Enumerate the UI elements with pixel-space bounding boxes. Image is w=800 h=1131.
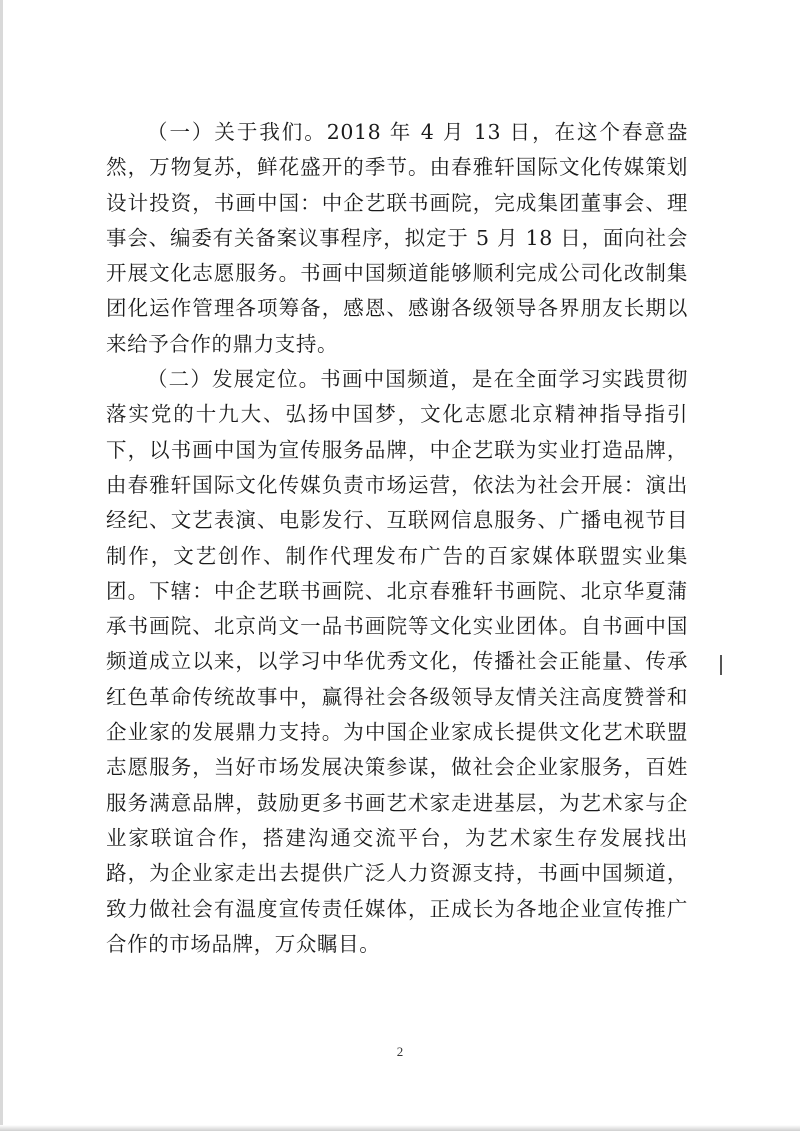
page-bottom-edge: [0, 1125, 800, 1131]
paragraph-about-us: （一）关于我们。2018 年 4 月 13 日，在这个春意盎然，万物复苏，鲜花盛开的季节。由春雅轩国际文化传媒策划设计投资，书画中国：中企艺联书画院，完成集团董事会、理事会、编委有关备案议事程序，拟定于 5 月 18 日，面向社会开展文化志愿服务。书画中国频道能够顺利完成公司化改制集团化运作管理各项筹备，感恩、感谢各级领导各界朋友长期以来给予合作的鼎力支持。: [106, 120, 688, 356]
paragraph-development-positioning: （二）发展定位。书画中国频道，是在全面学习实践贯彻落实党的十九大、弘扬中国梦，文化志愿北京精神指导指引下，以书画中国为宣传服务品牌，中企艺联为实业打造品牌，由春雅轩国际文化传媒负责市场运营，依法为社会开展：演出经纪、文艺表演、电影发行、互联网信息服务、广播电视节目制作，文艺创作、制作代理发布广告的百家媒体联盟实业集团。下辖：中企艺联书画院、北京春雅轩书画院、北京华夏蒲承书画院、北京尚文一品书画院等文化实业团体。自书画中国频道成立以来，以学习中华优秀文化，传播社会正能量、传承红色革命传统故事中，赢得社会各级领导友情关注高度赞誉和企业家的发展鼎力支持。为中国企业家成长提供文化艺术联盟志愿服务，当好市场发展决策参谋，做社会企业家服务，百姓服务满意品牌，鼓励更多书画艺术家走进基层，为艺术家与企业家联谊合作，搭建沟通交流平台，为艺术家生存发展找出路，为企业家走出去提供广泛人力资源支持，书画中国频道，致力做社会有温度宣传责任媒体，正成长为各地企业宣传推广合作的市场品牌，万众瞩目。: [106, 367, 688, 956]
body-text: [106, 115, 688, 962]
page-left-edge: [0, 0, 3, 1131]
page-number: 2: [396, 1044, 404, 1059]
scan-artifact-mark: [720, 655, 722, 675]
